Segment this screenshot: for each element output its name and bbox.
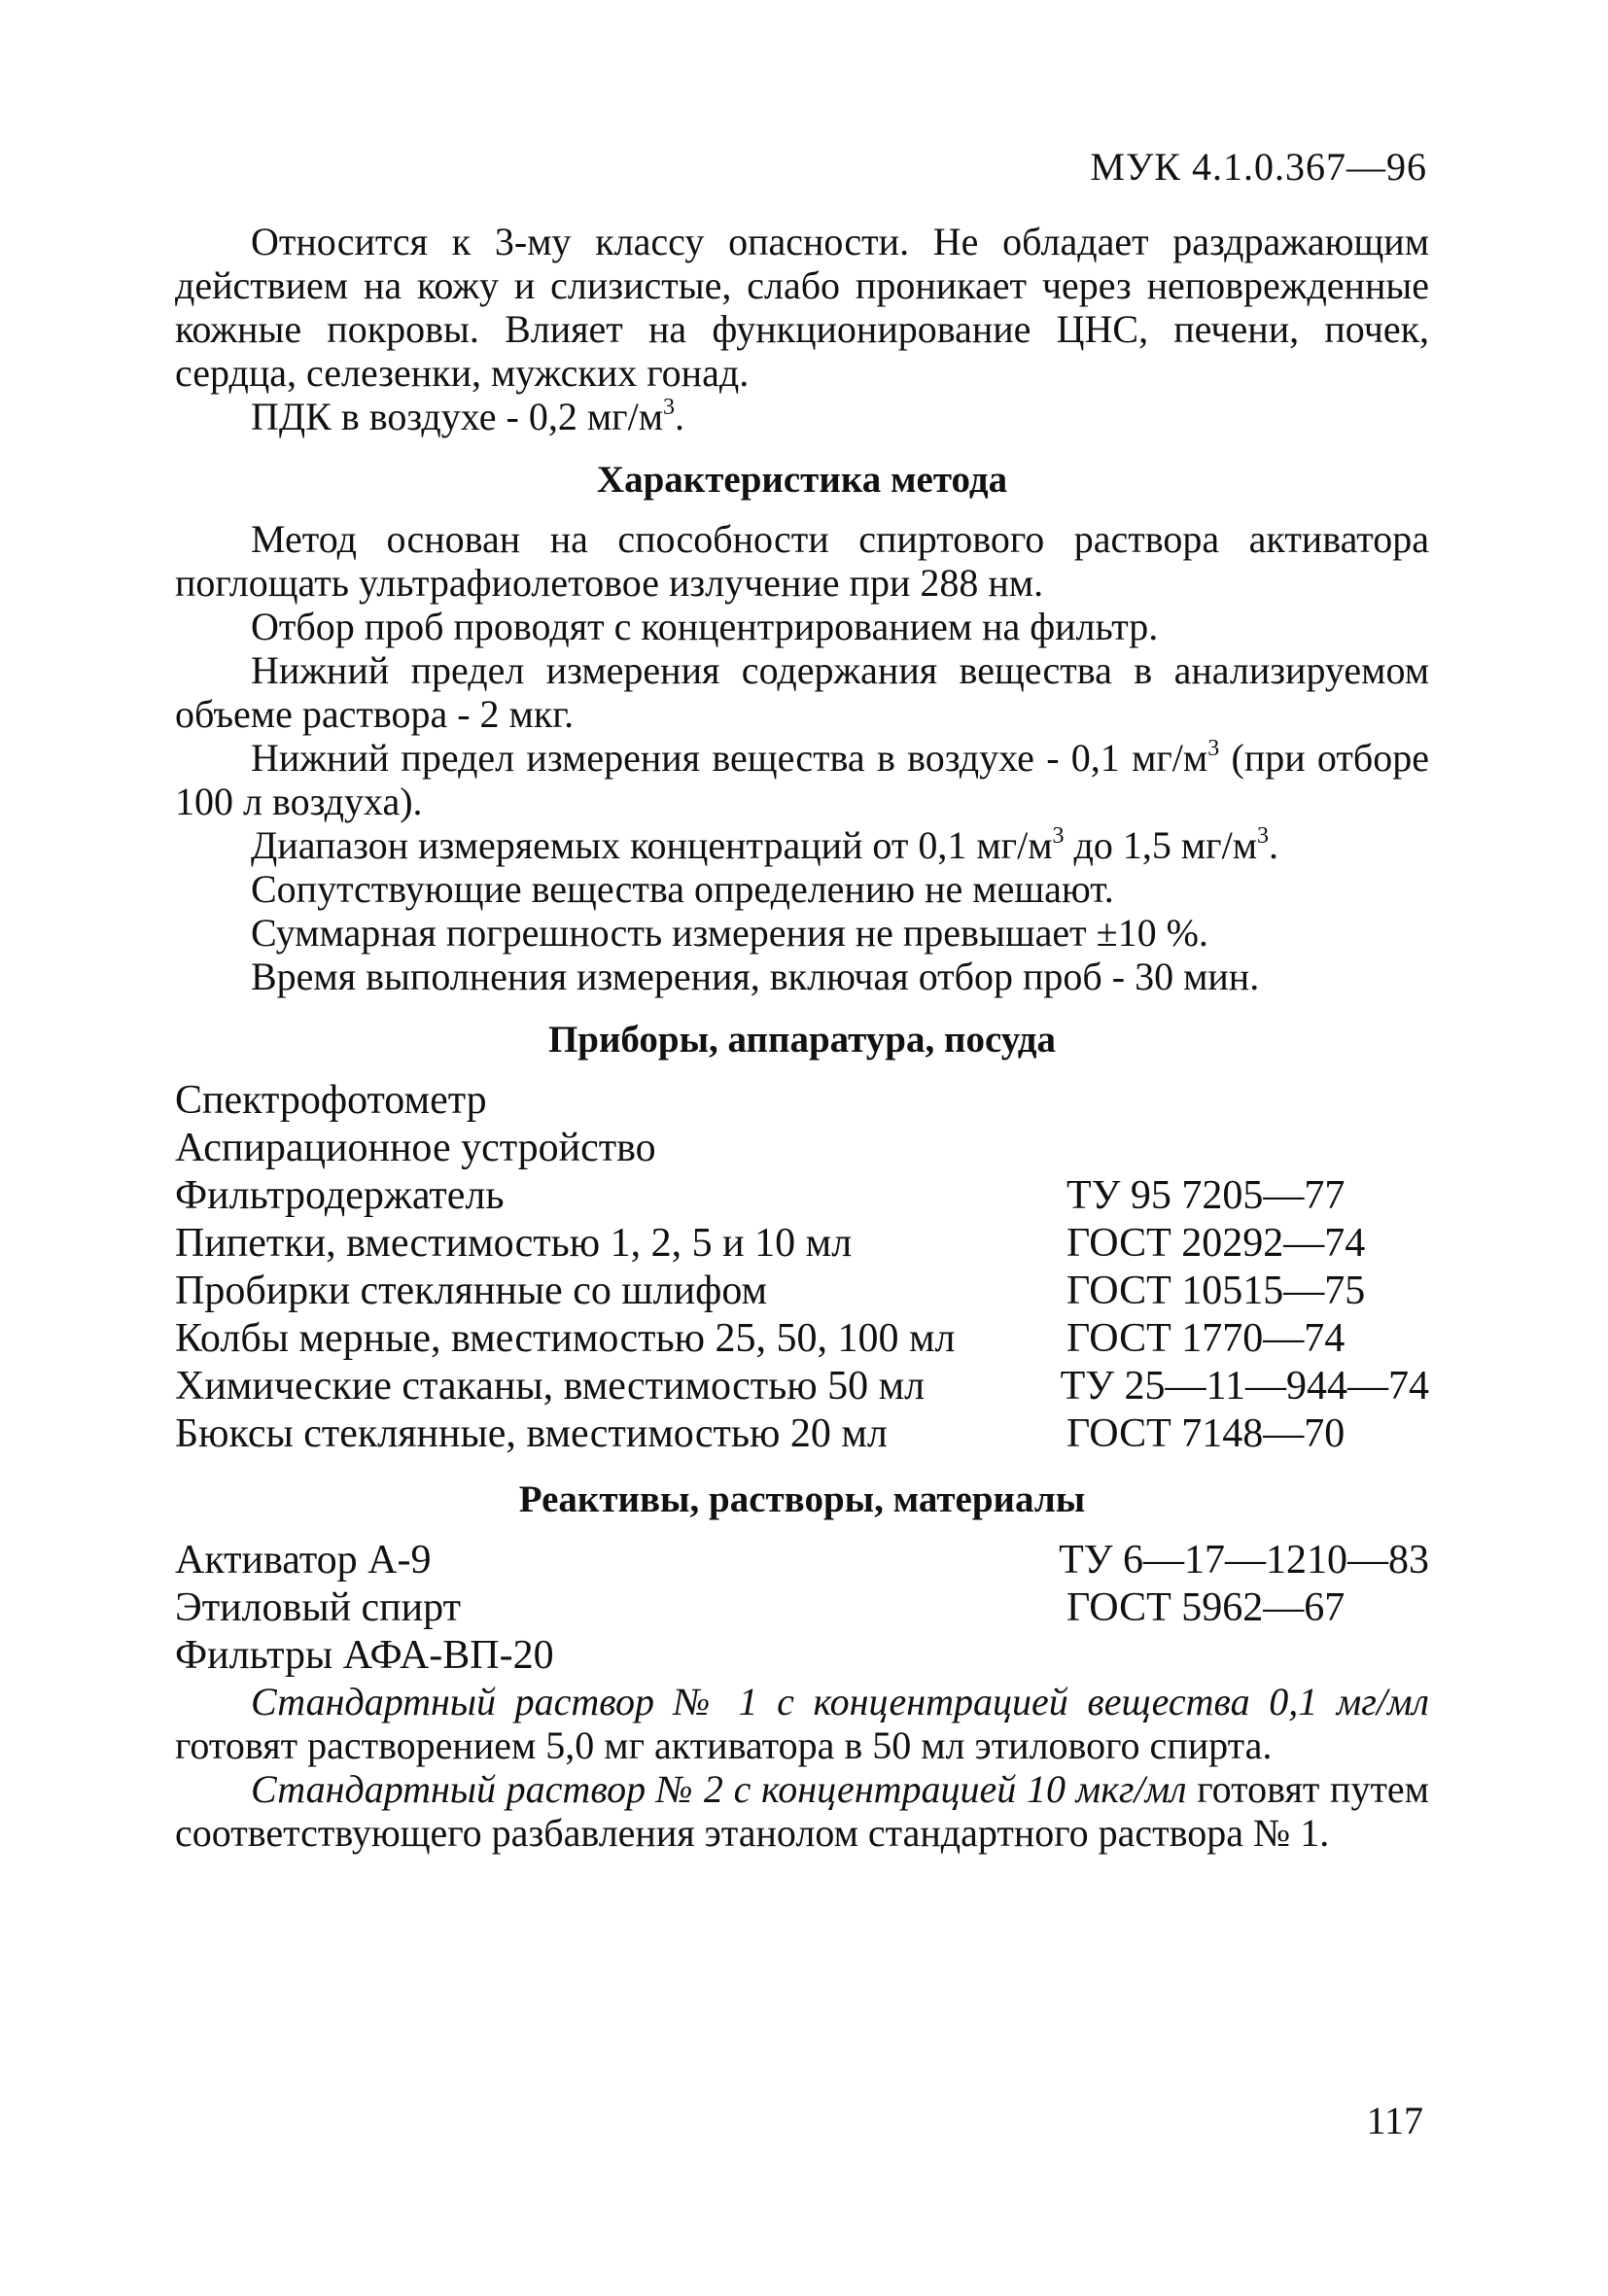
item-standard: ГОСТ 20292—74 (1066, 1221, 1366, 1266)
page-number: 117 (1366, 2099, 1423, 2142)
item-name: Пипетки, вместимостью 1, 2, 5 и 10 мл (175, 1221, 853, 1266)
method-paragraph-5 (175, 823, 1429, 867)
standard-solution-2 (175, 1767, 1429, 1855)
list-item (175, 1268, 1429, 1315)
solution-1-text: готовят растворением 5,0 мг активатора в 50 мл этилового спирта. (175, 1723, 1273, 1767)
lower-limit-sup: 3 (1207, 736, 1220, 761)
reagents-list (175, 1537, 1429, 1680)
item-name: Аспирационное устройство (175, 1126, 656, 1170)
method-paragraph-3: Нижний предел измерения содержания вещества в анализируемом объеме раствора - 2 мкг. (175, 648, 1429, 736)
list-item (175, 1584, 1429, 1632)
list-item (175, 1220, 1429, 1268)
item-name: Химические стаканы, вместимостью 50 мл (175, 1364, 926, 1409)
item-standard: ТУ 6—17—1210—83 (1059, 1538, 1429, 1583)
item-standard: ГОСТ 1770—74 (1066, 1316, 1346, 1361)
lower-limit-text: Нижний предел измерения вещества в воздухе - 0,1 мг/м (251, 736, 1208, 780)
hazard-paragraph: Относится к 3-му классу опасности. Не обладает раздражающим действием на кожу и слизистые, слабо проникает через неповрежденные кожные покровы. Влияет на функционирование ЦНС, печени, почек, сердца, селезенки, мужских гонад. (175, 220, 1429, 395)
pdk-end: . (675, 395, 685, 438)
method-paragraph-4 (175, 736, 1429, 823)
range-text-b: до 1,5 мг/м (1064, 823, 1258, 867)
solution-2-text: готовят путем соответствующего разбавления этанолом стандартного раствора № 1. (175, 1767, 1429, 1855)
reagents-heading: Реактивы, растворы, материалы (518, 1478, 1086, 1520)
item-name: Пробирки стеклянные со шлифом (175, 1269, 768, 1313)
list-item (175, 1363, 1429, 1410)
item-name: Фильтры АФА-ВП-20 (175, 1633, 554, 1678)
equipment-heading: Приборы, аппаратура, посуда (547, 1019, 1057, 1061)
pdk-paragraph (175, 395, 1429, 438)
method-paragraph-6: Сопутствующие вещества определению не мешают. (251, 867, 1114, 911)
document-code: МУК 4.1.0.367—96 (1090, 145, 1427, 189)
list-item (175, 1537, 1429, 1584)
method-paragraph-2: Отбор проб проводят с концентрированием на фильтр. (251, 605, 1159, 648)
solution-2-label: Стандартный раствор № 2 с концентрацией 10 мкг/мл (251, 1767, 1187, 1811)
list-item (175, 1077, 1429, 1125)
method-paragraph-1: Метод основан на способности спиртового раствора активатора поглощать ультрафиолетовое излучение при 288 нм. (175, 517, 1429, 605)
pdk-text: ПДК в воздухе - 0,2 мг/м (251, 395, 664, 438)
lower-limit-end: (при отборе 100 л воздуха). (175, 736, 1429, 823)
item-standard: ТУ 95 7205—77 (1066, 1173, 1346, 1218)
list-item (175, 1125, 1429, 1172)
item-standard: ГОСТ 5962—67 (1066, 1585, 1346, 1630)
page-content (175, 220, 1429, 1855)
range-sup-2: 3 (1257, 823, 1270, 849)
list-item (175, 1632, 1429, 1680)
item-standard: ГОСТ 7148—70 (1066, 1411, 1346, 1456)
method-paragraph-8: Время выполнения измерения, включая отбор проб - 30 мин. (251, 955, 1260, 998)
item-name: Активатор А-9 (175, 1538, 432, 1583)
method-paragraph-7: Суммарная погрешность измерения не превышает ±10 %. (251, 911, 1208, 955)
range-text-a: Диапазон измеряемых концентраций от 0,1 мг/м (251, 823, 1053, 867)
list-item (175, 1172, 1429, 1220)
solution-1-label: Стандартный раствор № 1 с концентрацией вещества 0,1 мг/мл (251, 1680, 1429, 1723)
item-standard: ТУ 25—11—944—74 (1060, 1364, 1429, 1409)
item-name: Бюксы стеклянные, вместимостью 20 мл (175, 1411, 888, 1456)
item-name: Спектрофотометр (175, 1078, 487, 1123)
item-name: Этиловый спирт (175, 1585, 461, 1630)
list-item (175, 1410, 1429, 1458)
item-name: Фильтродержатель (175, 1173, 505, 1218)
pdk-superscript: 3 (663, 395, 676, 420)
range-sup-1: 3 (1052, 823, 1065, 849)
item-name: Колбы мерные, вместимостью 25, 50, 100 мл (175, 1316, 956, 1361)
item-standard: ГОСТ 10515—75 (1066, 1269, 1366, 1313)
range-end: . (1269, 823, 1279, 867)
standard-solution-1 (175, 1680, 1429, 1767)
equipment-list (175, 1077, 1429, 1458)
method-heading: Характеристика метода (596, 459, 1008, 501)
list-item (175, 1315, 1429, 1363)
